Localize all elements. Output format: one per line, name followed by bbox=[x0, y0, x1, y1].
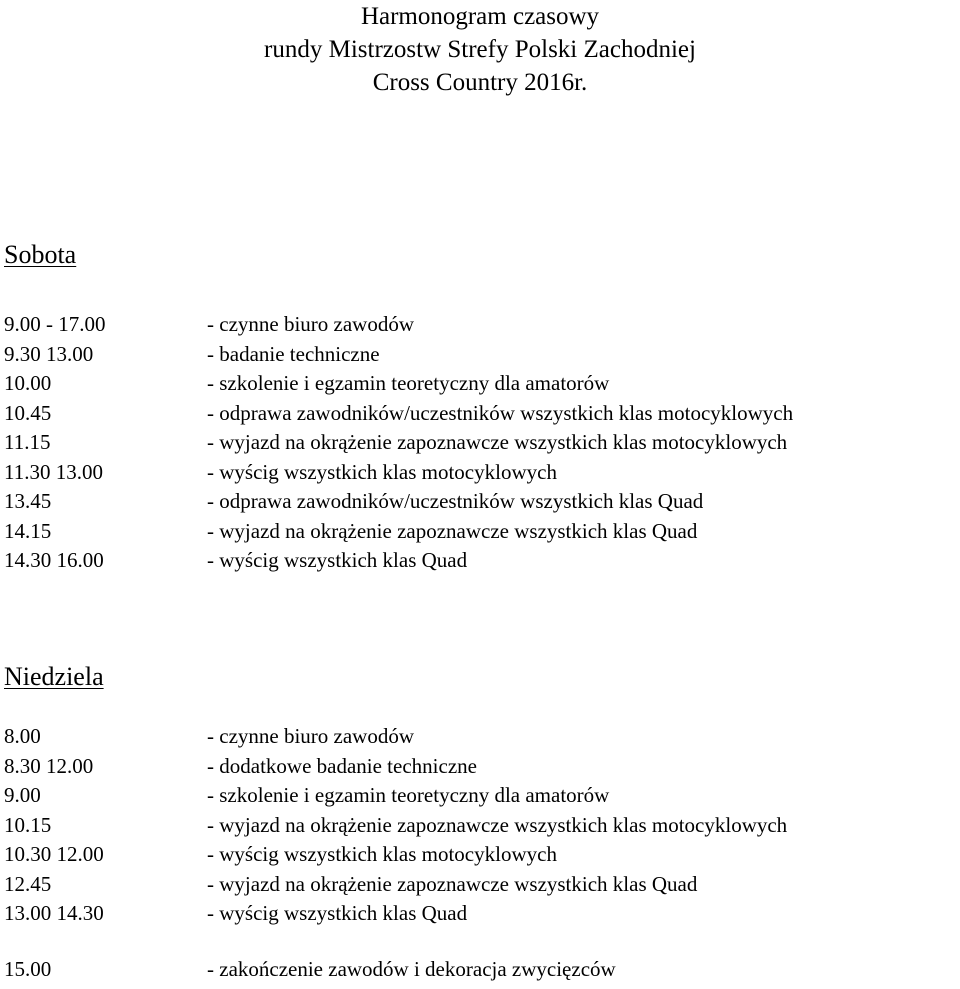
schedule-description: - szkolenie i egzamin teoretyczny dla amatorów bbox=[207, 783, 610, 807]
schedule-description: - czynne biuro zawodów bbox=[207, 724, 415, 748]
schedule-row bbox=[4, 840, 960, 870]
saturday-heading: Sobota bbox=[4, 240, 77, 269]
schedule-row bbox=[4, 369, 960, 399]
sunday-schedule bbox=[4, 722, 960, 929]
schedule-description: - wyścig wszystkich klas motocyklowych bbox=[207, 842, 557, 866]
schedule-row bbox=[4, 517, 960, 547]
schedule-time: 9.00 bbox=[4, 783, 41, 807]
schedule-row bbox=[4, 487, 960, 517]
schedule-description: - czynne biuro zawodów bbox=[207, 312, 415, 336]
title-line-1: Harmonogram czasowy bbox=[360, 3, 600, 30]
schedule-row bbox=[4, 811, 960, 841]
schedule-time: 8.00 bbox=[4, 724, 41, 748]
schedule-description: - wyjazd na okrążenie zapoznawcze wszystkich klas Quad bbox=[207, 518, 698, 543]
title-line-2: rundy Mistrzostw Strefy Polski Zachodniej bbox=[264, 36, 696, 63]
schedule-row bbox=[4, 546, 960, 576]
schedule-row bbox=[4, 752, 960, 782]
schedule-row bbox=[4, 310, 960, 340]
schedule-time: 13.00 14.30 bbox=[4, 901, 104, 925]
schedule-row bbox=[4, 781, 960, 811]
saturday-schedule bbox=[4, 310, 960, 576]
schedule-row bbox=[4, 899, 960, 929]
schedule-time: 9.30 13.00 bbox=[4, 341, 94, 366]
schedule-time: 10.30 12.00 bbox=[4, 842, 104, 866]
schedule-description: - wyścig wszystkich klas motocyklowych bbox=[207, 459, 557, 484]
schedule-time: 10.15 bbox=[4, 812, 52, 837]
schedule-description: - dodatkowe badanie techniczne bbox=[207, 753, 477, 778]
document-title bbox=[0, 0, 960, 99]
schedule-time: 14.15 bbox=[4, 518, 52, 543]
schedule-description: - odprawa zawodników/uczestników wszystkich klas Quad bbox=[207, 489, 704, 513]
schedule-time: 12.45 bbox=[4, 871, 52, 896]
closing-row bbox=[4, 955, 960, 985]
schedule-row bbox=[4, 340, 960, 370]
schedule-time: 14.30 16.00 bbox=[4, 548, 104, 572]
schedule-time: 9.00 - 17.00 bbox=[4, 312, 106, 336]
schedule-description: - wyścig wszystkich klas Quad bbox=[207, 548, 468, 572]
schedule-time: 11.15 bbox=[4, 430, 51, 454]
schedule-description: - wyjazd na okrążenie zapoznawcze wszystkich klas Quad bbox=[207, 871, 698, 896]
schedule-description: - wyjazd na okrążenie zapoznawcze wszystkich klas motocyklowych bbox=[207, 430, 788, 454]
schedule-time: 13.45 bbox=[4, 489, 52, 513]
closing-time: 15.00 bbox=[4, 957, 52, 981]
schedule-row bbox=[4, 870, 960, 900]
schedule-row bbox=[4, 399, 960, 429]
schedule-description: - szkolenie i egzamin teoretyczny dla amatorów bbox=[207, 371, 610, 395]
schedule-description: - wyścig wszystkich klas Quad bbox=[207, 901, 468, 925]
schedule-row bbox=[4, 722, 960, 752]
schedule-time: 10.45 bbox=[4, 400, 52, 425]
schedule-description: - badanie techniczne bbox=[207, 341, 380, 366]
schedule-time: 11.30 13.00 bbox=[4, 459, 103, 484]
schedule-description: - wyjazd na okrążenie zapoznawcze wszystkich klas motocyklowych bbox=[207, 812, 788, 837]
schedule-time: 10.00 bbox=[4, 371, 52, 395]
closing-description: - zakończenie zawodów i dekoracja zwycięzców bbox=[207, 957, 616, 981]
schedule-row bbox=[4, 428, 960, 458]
sunday-heading: Niedziela bbox=[4, 662, 104, 691]
schedule-time: 8.30 12.00 bbox=[4, 753, 94, 778]
title-line-3: Cross Country 2016r. bbox=[372, 69, 588, 96]
schedule-description: - odprawa zawodników/uczestników wszystkich klas motocyklowych bbox=[207, 400, 794, 425]
schedule-row bbox=[4, 458, 960, 488]
